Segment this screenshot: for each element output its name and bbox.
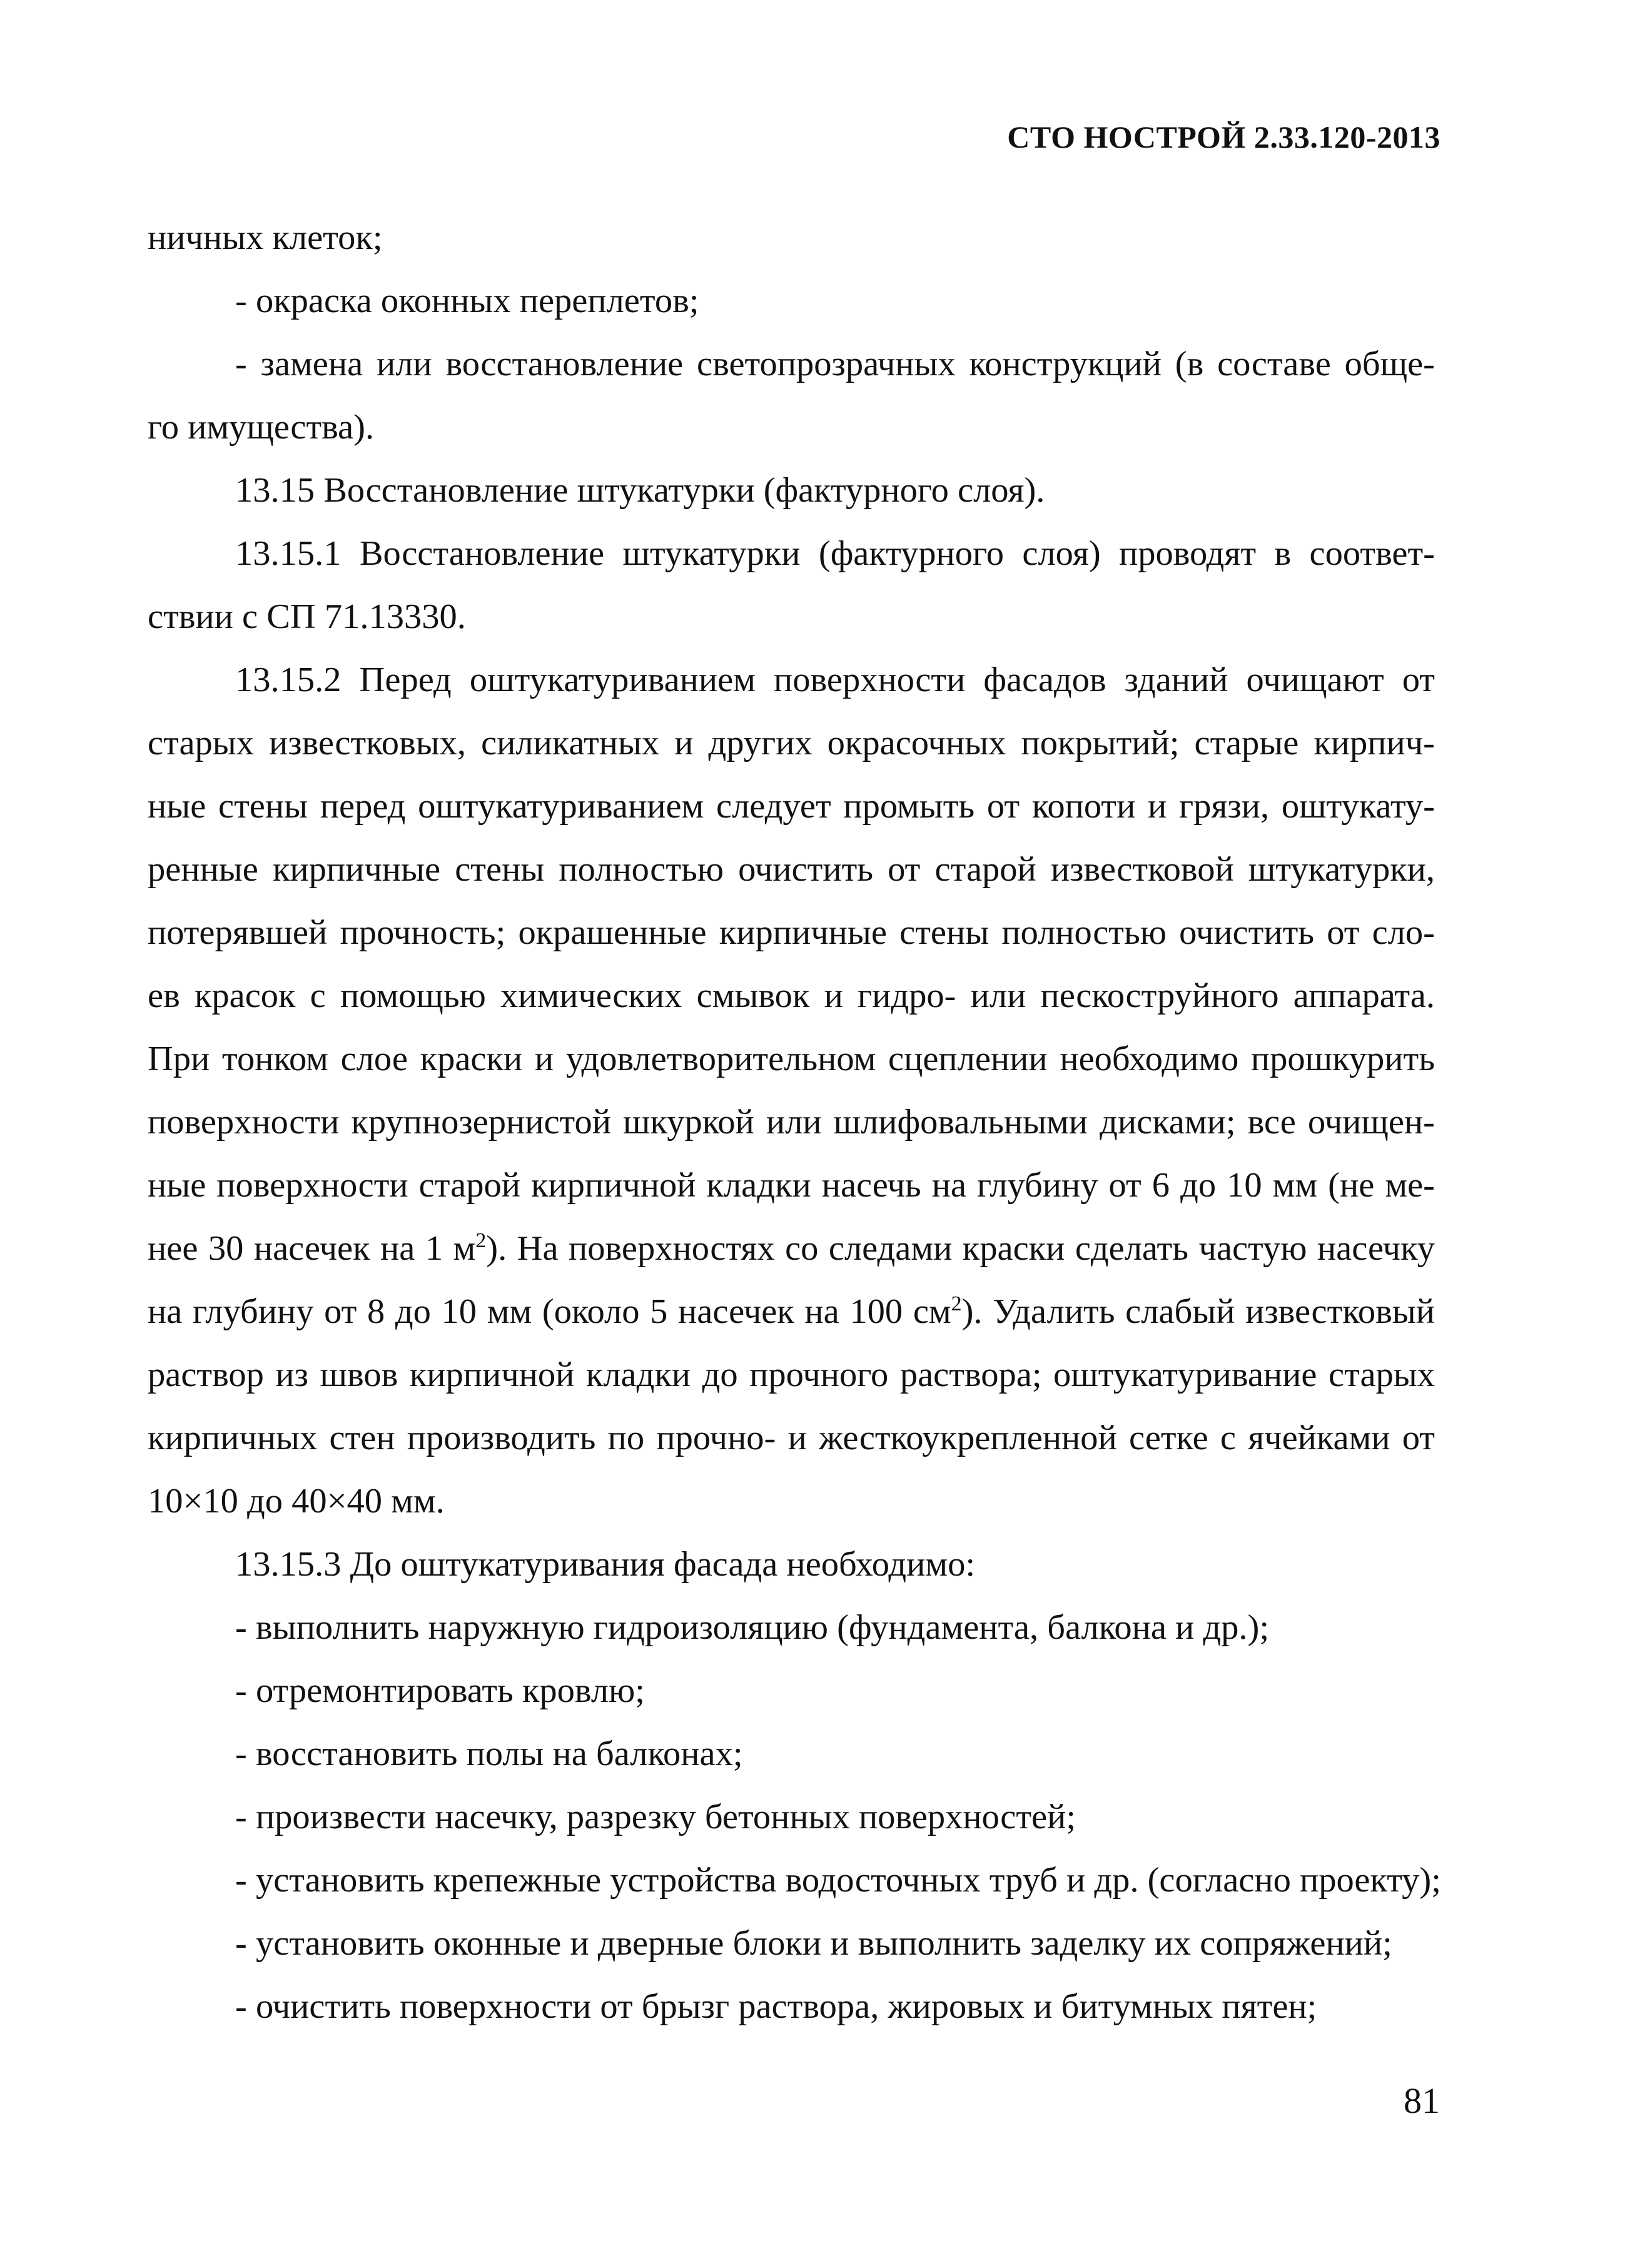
list-item: - установить крепежные устройства водосточных труб и др. (согласно проекту);	[235, 1861, 1441, 1900]
superscript: 2	[951, 1292, 962, 1316]
text-line: ствии с СП 71.13330.	[148, 597, 466, 636]
text-line: При тонком слое краски и удовлетворительном сцеплении необходимо прошкурить	[148, 1040, 1435, 1078]
text-segment: ). На поверхностях со следами краски сделать частую насечку	[486, 1229, 1435, 1268]
text-line: го имущества).	[148, 408, 375, 447]
text-line: ев красок с помощью химических смывок и гидро- или пескоструйного аппарата.	[148, 976, 1435, 1015]
text-line: ренные кирпичные стены полностью очистить от старой известковой штукатурки,	[148, 850, 1435, 889]
list-item: - восстановить полы на балконах;	[235, 1734, 743, 1773]
text-line	[148, 1217, 1435, 1280]
text-line: ные поверхности старой кирпичной кладки насечь на глубину от 6 до 10 мм (не ме-	[148, 1166, 1435, 1205]
list-item: - произвести насечку, разрезку бетонных поверхностей;	[235, 1798, 1076, 1836]
text-line: поверхности крупнозернистой шкуркой или шлифовальными дисками; все очищен-	[148, 1103, 1435, 1142]
text-segment: нее 30 насечек на 1 м	[148, 1229, 476, 1268]
text-line	[148, 1280, 1435, 1344]
text-line: ничных клеток;	[148, 218, 383, 257]
text-segment: ). Удалить слабый известковый	[961, 1292, 1435, 1331]
list-item: - установить оконные и дверные блоки и выполнить заделку их сопряжений;	[235, 1924, 1392, 1963]
text-line: раствор из швов кирпичной кладки до прочного раствора; оштукатуривание старых	[148, 1355, 1435, 1394]
text-line: потерявшей прочность; окрашенные кирпичные стены полностью очистить от сло-	[148, 913, 1435, 952]
list-item: - отремонтировать кровлю;	[235, 1671, 645, 1710]
text-segment: на глубину от 8 до 10 мм (около 5 насечек на 100 см	[148, 1292, 951, 1331]
section-heading-13-15-3: 13.15.3 До оштукатуривания фасада необходимо:	[235, 1545, 976, 1584]
text-line: кирпичных стен производить по прочно- и жесткоукрепленной сетке с ячейками от	[148, 1419, 1435, 1457]
text-line: 13.15.1 Восстановление штукатурки (фактурного слоя) проводят в соответ-	[235, 534, 1435, 573]
page-number: 81	[1404, 2080, 1440, 2121]
list-item: - выполнить наружную гидроизоляцию (фундамента, балкона и др.);	[235, 1608, 1270, 1647]
text-line: ные стены перед оштукатуриванием следует промыть от копоти и грязи, оштукату-	[148, 787, 1435, 826]
text-line: 10×10 до 40×40 мм.	[148, 1482, 445, 1521]
page-header-standard: СТО НОСТРОЙ 2.33.120-2013	[1007, 119, 1440, 154]
section-heading-13-15: 13.15 Восстановление штукатурки (фактурного слоя).	[235, 471, 1045, 510]
text-line: 13.15.2 Перед оштукатуриванием поверхности фасадов зданий очищают от	[235, 661, 1435, 699]
text-line: - замена или восстановление светопрозрачных конструкций (в составе обще-	[235, 345, 1435, 383]
superscript: 2	[475, 1229, 487, 1253]
list-item: - очистить поверхности от брызг раствора, жировых и битумных пятен;	[235, 1987, 1317, 2026]
text-line: - окраска оконных переплетов;	[235, 281, 699, 320]
body-text	[148, 206, 1441, 2038]
text-line: старых известковых, силикатных и других окрасочных покрытий; старые кирпич-	[148, 724, 1435, 762]
